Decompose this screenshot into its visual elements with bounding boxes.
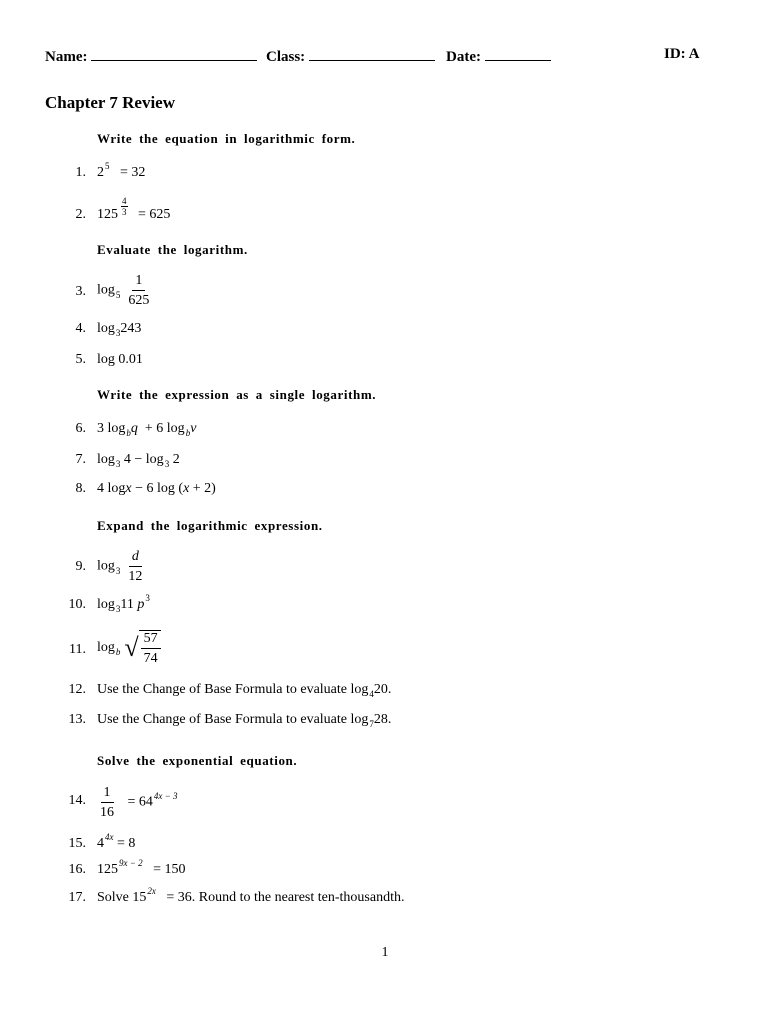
problem-number: 12. xyxy=(68,682,86,697)
problem-number: 8. xyxy=(75,481,86,496)
problem-number: 4. xyxy=(75,321,86,336)
problem-15: $4^{4x} = 8$ xyxy=(97,832,136,851)
problem-number: 17. xyxy=(68,890,86,905)
problem-9: $\log_3$ $\frac{d}{12}$ xyxy=(97,549,143,584)
problem-number: 3. xyxy=(75,284,86,299)
date-label: Date: xyxy=(446,49,481,65)
problem-17: Solve $15^{2x}$ = 36. Round to the nearest ten-thousandth. xyxy=(97,886,405,905)
problem-number: 16. xyxy=(68,862,86,877)
problem-number: 15. xyxy=(68,836,86,851)
square-root: √ $\frac{57}{74}$ xyxy=(124,630,160,666)
id-label: ID: A xyxy=(664,46,700,62)
page-title: Chapter 7 Review xyxy=(45,93,175,112)
problem-1: $2^5$ = 32 xyxy=(97,161,146,180)
instruction-exponential: Solve the exponential equation. xyxy=(97,753,298,768)
name-blank[interactable] xyxy=(91,46,257,61)
name-field xyxy=(45,46,257,66)
problem-2: 125 $\frac{4}{3}$ = 625 xyxy=(97,196,171,222)
problem-3: $\log_5$ $\frac{1}{625}$ xyxy=(97,273,150,308)
problem-number: 14. xyxy=(68,793,86,808)
problem-number: 11. xyxy=(69,642,86,657)
instruction-logarithmic-form: Write the equation in logarithmic form. xyxy=(97,131,356,146)
instruction-single-logarithm: Write the expression as a single logarithm. xyxy=(97,387,377,402)
problem-number: 9. xyxy=(75,559,86,574)
problem-number: 13. xyxy=(68,712,86,727)
date-blank[interactable] xyxy=(485,46,551,61)
problem-12: Use the Change of Base Formula to evaluate $\log_420$. xyxy=(97,682,392,699)
problem-7: $\log_3 4 - \log_3 2$ xyxy=(97,452,180,469)
problem-5: log 0.01 xyxy=(97,352,143,367)
page-number: 1 xyxy=(381,945,389,960)
instruction-expand: Expand the logarithmic expression. xyxy=(97,518,323,533)
problem-number: 5. xyxy=(75,352,86,367)
instruction-evaluate: Evaluate the logarithm. xyxy=(97,242,248,257)
problem-number: 6. xyxy=(75,421,86,436)
name-label: Name: xyxy=(45,49,88,65)
problem-number: 1. xyxy=(75,165,86,180)
problem-11: $\log_b$ √ $\frac{57}{74}$ xyxy=(97,630,161,666)
class-blank[interactable] xyxy=(309,46,435,61)
problem-number: 2. xyxy=(75,207,86,222)
problem-6: 3 $\log_bq + 6$ $\log_bv$ xyxy=(97,421,197,438)
date-field xyxy=(446,46,551,66)
problem-10: $\log_311$ $p^3$ xyxy=(97,593,150,614)
problem-14: $\frac{1}{16}$ = $64^{4x - 3}$ xyxy=(100,785,178,820)
problem-13: Use the Change of Base Formula to evaluate $\log_728$. xyxy=(97,712,392,729)
problem-8: 4 logx − 6 log (x + 2) xyxy=(97,481,216,496)
class-field xyxy=(266,46,435,66)
problem-number: 7. xyxy=(75,452,86,467)
class-label: Class: xyxy=(266,49,306,65)
problem-4: $\log_3243$ xyxy=(97,321,142,338)
problem-number: 10. xyxy=(68,597,86,612)
problem-16: $125^{9x - 2}$ = 150 xyxy=(97,858,186,877)
